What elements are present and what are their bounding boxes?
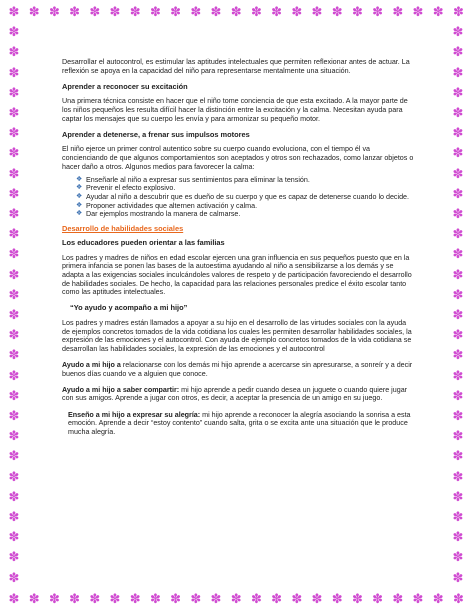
flower-icon: ✽ (190, 591, 202, 606)
flower-icon: ✽ (452, 468, 464, 484)
diamond-bullet-icon: ❖ (76, 201, 83, 209)
list-item: ❖ Dar ejemplos mostrando la manera de calmarse. (76, 210, 241, 219)
flower-icon: ✽ (432, 591, 444, 606)
flower-icon: ✽ (372, 591, 384, 606)
flower-icon: ✽ (8, 165, 20, 181)
flower-icon: ✽ (452, 307, 464, 322)
flower-icon: ✽ (452, 165, 464, 181)
flower-icon: ✽ (311, 591, 323, 606)
flower-icon: ✽ (452, 125, 464, 141)
flower-icon: ✽ (452, 206, 464, 221)
flower-icon: ✽ (210, 4, 222, 19)
flower-icon: ✽ (230, 591, 242, 606)
paragraph-share: Ayudo a mi hijo a saber compartir: mi hijo aprende a pedir cuando desea un juguete o cuando quiere jugar con sus amigos. Aprende a jugar con otros, es decir, a aceptar la presencia de un amigo en su juego. (62, 385, 408, 403)
flower-icon: ✽ (452, 367, 464, 383)
flower-icon: ✽ (8, 549, 20, 565)
flower-icon: ✽ (8, 307, 20, 322)
flower-icon: ✽ (48, 4, 60, 19)
flower-icon: ✽ (250, 4, 262, 19)
flower-icon: ✽ (452, 549, 464, 565)
flower-icon: ✽ (452, 185, 464, 201)
flower-icon: ✽ (149, 4, 161, 19)
intro-paragraph: Desarrollar el autocontrol, es estimular las aptitudes intelectuales que permiten reflexionar antes de actuar. La reflexión se apoya en la capacidad del niño para representarse mentalmente una situación. (62, 58, 410, 75)
flower-icon: ✽ (291, 591, 303, 606)
flower-icon: ✽ (8, 185, 20, 201)
flower-icon: ✽ (452, 387, 464, 403)
heading-educators: Los educadores pueden orientar a las familias (62, 238, 225, 248)
flower-icon: ✽ (452, 591, 464, 606)
list-item: ❖ Prevenir el efecto explosivo. (76, 184, 176, 193)
heading-stop-impulses: Aprender a detenerse, a frenar sus impulsos motores (62, 129, 250, 139)
flower-icon: ✽ (8, 428, 20, 444)
flower-icon: ✽ (452, 64, 464, 80)
paragraph-parents: Los padres y madres de niños en edad escolar ejercen una gran influencia en sus pequeños puesto que en la primera infancia se ponen las bases de la autoestima ayudando al niño a sensibilizarse a los demás y se adapta a las exigencias sociales inculcándoles valores de respeto y de participación favoreciendo el desarrollo de habilidades sociales. De hecho, la capacidad para las relaciones personales predice el éxito escolar tanto como las aptitudes intelectuales. (62, 253, 412, 297)
flower-icon: ✽ (69, 4, 81, 19)
flower-icon: ✽ (452, 105, 464, 120)
flower-icon: ✽ (452, 246, 464, 262)
flower-icon: ✽ (452, 266, 464, 282)
flower-icon: ✽ (8, 4, 20, 19)
flower-icon: ✽ (8, 84, 20, 100)
diamond-bullet-icon: ❖ (76, 175, 83, 183)
flower-icon: ✽ (452, 226, 464, 242)
paragraph-excitement: Una primera técnica consiste en hacer que el niño tome conciencia de que esta excitado. A la mayor parte de los niños pequeños les resulta difícil hacer la distinción entre la excitación y la calma. Necesitan ayuda para captar los mensajes que su cuerpo les envía y para armonizar su pequeño motor. (62, 97, 408, 123)
flower-icon: ✽ (392, 591, 404, 606)
flower-icon: ✽ (170, 591, 182, 606)
diamond-bullet-icon: ❖ (76, 210, 83, 218)
flower-icon: ✽ (351, 4, 363, 19)
flower-icon: ✽ (8, 367, 20, 383)
flower-icon: ✽ (452, 448, 464, 464)
flower-icon: ✽ (8, 206, 20, 221)
flower-icon: ✽ (8, 105, 20, 120)
flower-icon: ✽ (8, 468, 20, 484)
flower-icon: ✽ (8, 44, 20, 60)
flower-icon: ✽ (190, 4, 202, 19)
flower-icon: ✽ (129, 591, 141, 606)
flower-icon: ✽ (8, 246, 20, 262)
flower-icon: ✽ (452, 529, 464, 545)
list-item: ❖ Enseñarle al niño a expresar sus sentimientos para eliminar la tensión. (76, 175, 310, 184)
flower-icon: ✽ (452, 428, 464, 444)
flower-icon: ✽ (8, 448, 20, 464)
diamond-bullet-icon: ❖ (76, 192, 83, 200)
paragraph-joy: Enseño a mi hijo a expresar su alegría: mi hijo aprende a reconocer la alegría asociando la sonrisa a esta emoción. Aprende a decir “estoy contento” cuando salta, grita o se excita ante una situación que le produce mucha alegría. (68, 410, 411, 436)
flower-icon: ✽ (48, 591, 60, 606)
flower-icon: ✽ (8, 387, 20, 403)
flower-icon: ✽ (8, 569, 20, 585)
flower-icon: ✽ (452, 4, 464, 19)
flower-icon: ✽ (452, 408, 464, 423)
list-item: ❖ Proponer actividades que alternen activación y calma. (76, 201, 258, 210)
flower-icon: ✽ (452, 24, 464, 40)
flower-icon: ✽ (351, 591, 363, 606)
flower-icon: ✽ (8, 591, 20, 606)
flower-icon: ✽ (452, 44, 464, 60)
calm-methods-list (62, 176, 416, 219)
flower-icon: ✽ (129, 4, 141, 19)
heading-quote: “Yo ayudo y acompaño a mi hijo” (70, 303, 188, 313)
flower-icon: ✽ (170, 4, 182, 19)
flower-icon: ✽ (28, 4, 40, 19)
heading-recognize-excitement: Aprender a reconocer su excitación (62, 81, 188, 91)
flower-icon: ✽ (210, 591, 222, 606)
paragraph-relate: Ayudo a mi hijo a relacionarse con los demás mi hijo aprende a acercarse sin apresurarse, a sonreír y a decir buenos días cuando ve a alguien que conoce. (62, 361, 413, 378)
list-item: ❖ Ayudar al niño a descubrir que es dueño de su cuerpo y que es capaz de detenerse cuando lo decide. (76, 192, 410, 201)
flower-icon: ✽ (8, 347, 20, 363)
document-body (62, 58, 416, 444)
section-heading-social-skills: Desarrollo de habilidades sociales (62, 223, 184, 233)
flower-icon: ✽ (8, 226, 20, 242)
flower-icon: ✽ (452, 509, 464, 524)
flower-icon: ✽ (311, 4, 323, 19)
flower-icon: ✽ (8, 488, 20, 504)
flower-icon: ✽ (8, 408, 20, 423)
flower-icon: ✽ (69, 591, 81, 606)
flower-icon: ✽ (331, 4, 343, 19)
flower-icon: ✽ (412, 4, 424, 19)
flower-icon: ✽ (452, 145, 464, 161)
flower-icon: ✽ (452, 84, 464, 100)
paragraph-control: El niño ejerce un primer control autentico sobre su cuerpo cuando evoluciona, con el tiempo él va concienciando de que algunos comportamientos son aceptados y otros son rechazados, como lanzar objetos o hacer daño a otros. Algunos medios para favorecer la calma: (62, 145, 414, 171)
flower-icon: ✽ (8, 327, 20, 343)
flower-icon: ✽ (452, 488, 464, 504)
flower-icon: ✽ (109, 591, 121, 606)
flower-icon: ✽ (8, 64, 20, 80)
diamond-bullet-icon: ❖ (76, 184, 83, 192)
flower-icon: ✽ (8, 286, 20, 302)
flower-icon: ✽ (432, 4, 444, 19)
flower-icon: ✽ (452, 327, 464, 343)
flower-icon: ✽ (8, 509, 20, 524)
flower-icon: ✽ (8, 145, 20, 161)
flower-icon: ✽ (89, 591, 101, 606)
flower-icon: ✽ (452, 347, 464, 363)
flower-icon: ✽ (250, 591, 262, 606)
flower-icon: ✽ (331, 591, 343, 606)
flower-icon: ✽ (392, 4, 404, 19)
flower-icon: ✽ (452, 569, 464, 585)
flower-icon: ✽ (8, 125, 20, 141)
flower-icon: ✽ (412, 591, 424, 606)
flower-icon: ✽ (230, 4, 242, 19)
flower-icon: ✽ (8, 529, 20, 545)
flower-icon: ✽ (89, 4, 101, 19)
flower-icon: ✽ (8, 266, 20, 282)
flower-icon: ✽ (372, 4, 384, 19)
flower-icon: ✽ (149, 591, 161, 606)
flower-icon: ✽ (28, 591, 40, 606)
flower-icon: ✽ (8, 24, 20, 40)
flower-icon: ✽ (291, 4, 303, 19)
flower-icon: ✽ (452, 286, 464, 302)
flower-icon: ✽ (109, 4, 121, 19)
paragraph-virtues: Los padres y madres están llamados a apoyar a su hijo en el desarrollo de las virtudes sociales con la ayuda de ejemplos concretos tomados de la vida cotidiana los cuales les permiten desarrollar habilidades sociales, la expresión de las emociones y el autocontrol. Con ayuda de ejemplo concretos tomados de la vida cotidiana se desarrollan las habilidades sociales, la expresión de las emociones y el autocontrol (62, 319, 412, 353)
flower-icon: ✽ (271, 591, 283, 606)
flower-icon: ✽ (271, 4, 283, 19)
